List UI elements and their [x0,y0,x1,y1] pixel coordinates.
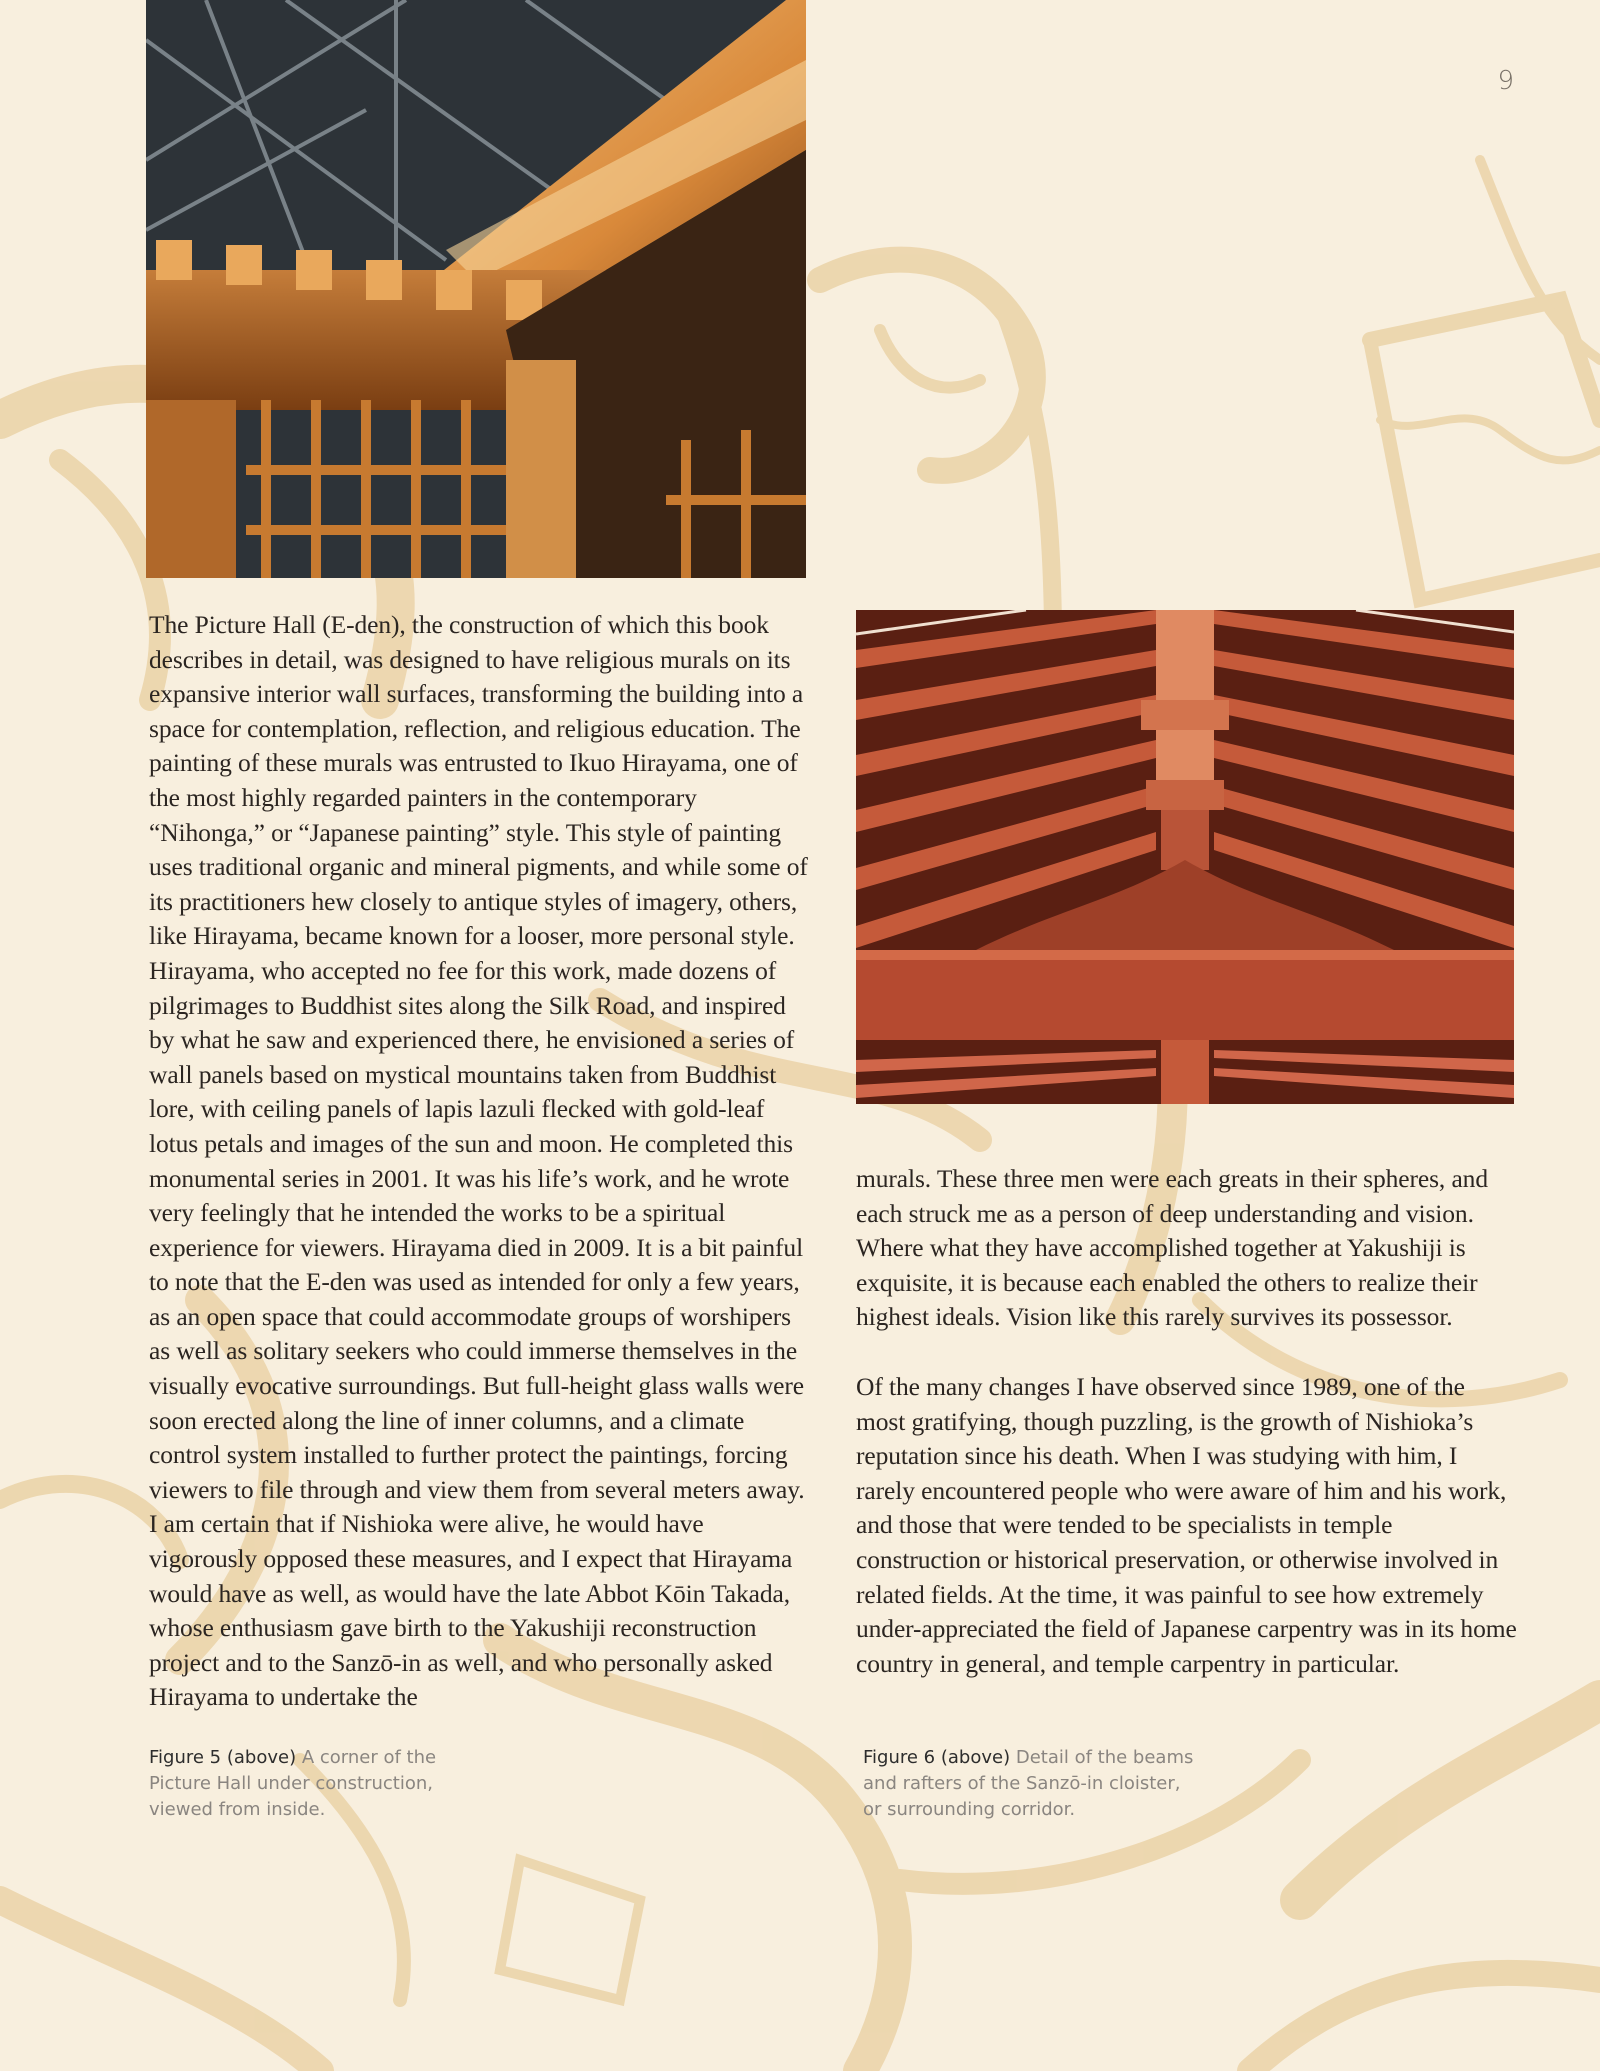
construction-beams-photo [146,0,806,578]
figure-5-text: A corner of the Picture Hall under construction, viewed from inside. [149,1747,437,1820]
figure-5-label: Figure 5 (above) [149,1747,297,1768]
body-text-left-column: The Picture Hall (E-den), the construction of which this book describes in detail, was designed to have religious murals on its expansive interior wall surfaces, transforming the building into a space for contemplation, reflection, and religious education. The painting of these murals was entrusted to Ikuo Hirayama, one of the most highly regarded painters in the contemporary “Nihonga,” or “Japanese painting” style. This style of painting uses traditional organic and mineral pigments, and while some of its practitioners hew closely to antique styles of imagery, others, like Hirayama, became known for a looser, more personal style. Hirayama, who accepted no fee for this work, made dozens of pilgrimages to Buddhist sites along the Silk Road, and inspired by what he saw and experienced there, he envisioned a series of wall panels based on mystical mountains taken from Buddhist lore, with ceiling panels of lapis lazuli flecked with gold-leaf lotus petals and images of the sun and moon. He completed this monumental series in 2001. It was his life’s work, and he wrote very feelingly that he intended the works to be a spiritual experience for viewers. Hirayama died in 2009. It is a bit painful to note that the E-den was used as intended for only a few years, as an open space that could accommodate groups of worshipers as well as solitary seekers who could immerse themselves in the visually evocative surroundings. But full-height glass walls were soon erected along the line of inner columns, and a climate control system installed to further protect the paintings, forcing viewers to file through and view them from several meters away. I am certain that if Nishioka were alive, he would have vigorously opposed these measures, and I expect that Hirayama would have as well, as would have the late Abbot Kōin Takada, whose enthusiasm gave birth to the Yakushiji reconstruction project and to the Sanzō-in as well, and who personally asked Hirayama to undertake the [149,610,808,1712]
body-text-right-paragraph-1: murals. These three men were each greats in their spheres, and each struck me as a person of deep understanding and vision. Where what they have accomplished together at Yakushiji is exquisite, it is because each enabled the others to realize their highest ideals. Vision like this rarely survives its possessor. [856,1164,1488,1332]
roof-rafters-photo [856,610,1514,1104]
figure-6-caption [863,1745,1203,1823]
figure-6-text: Detail of the beams and rafters of the Sanzō-in cloister, or surrounding corridor. [863,1747,1194,1820]
figure-6-label: Figure 6 (above) [863,1747,1011,1768]
body-text-right-paragraph-2: Of the many changes I have observed since 1989, one of the most gratifying, though puzzling, is the growth of Nishioka’s reputation since his death. When I was studying with him, I rarely encountered people who were aware of him and his work, and those that were tended to be specialists in temple construction or historical preservation, or otherwise involved in related fields. At the time, it was painful to see how extremely under-appreciated the field of Japanese carpentry was in its home country in general, and temple carpentry in particular. [856,1372,1517,1678]
page-number: 9 [1497,66,1514,96]
figure-5-caption [149,1745,489,1823]
